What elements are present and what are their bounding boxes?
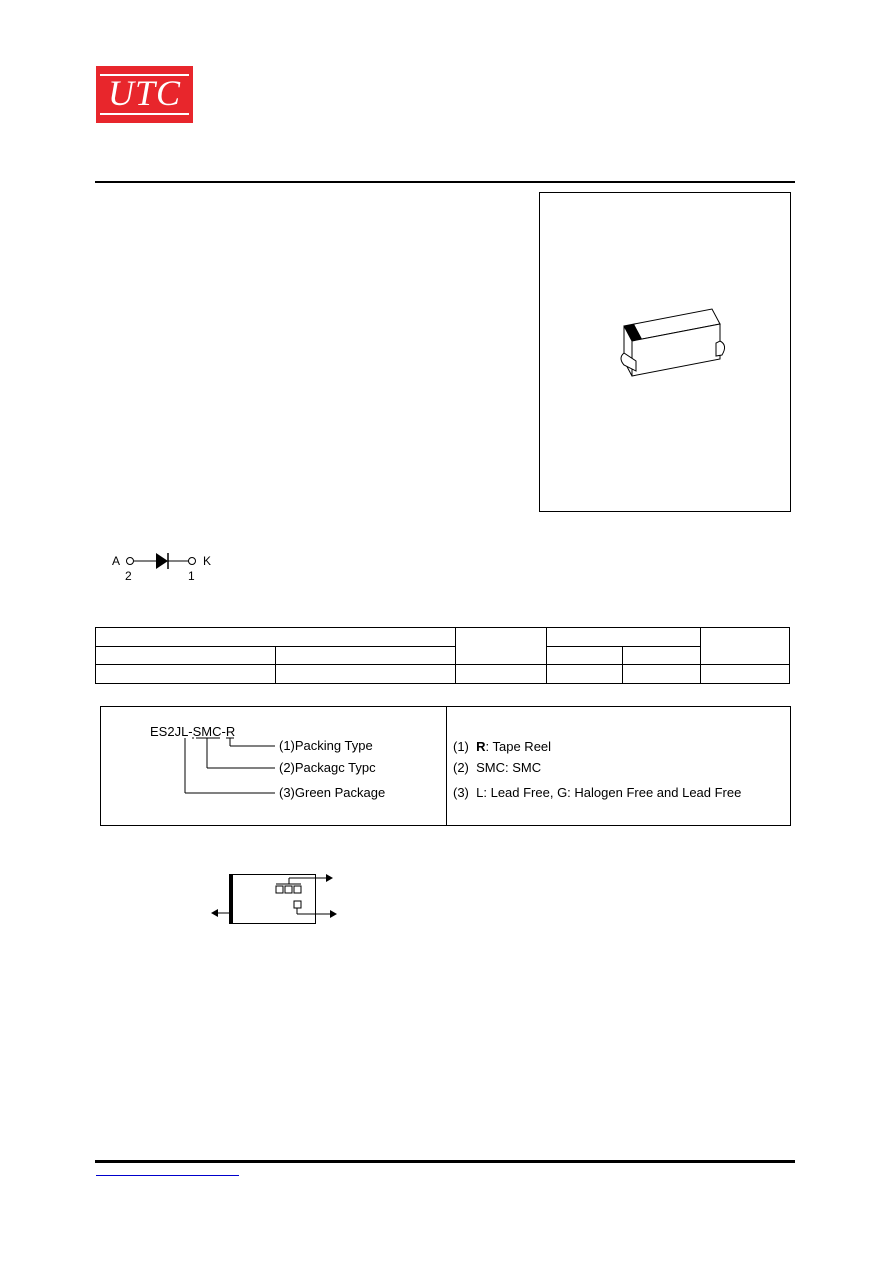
table-cell: [96, 647, 276, 665]
right-item-3: (3) L: Lead Free, G: Halogen Free and Lead Free: [453, 785, 742, 800]
table-cell: [275, 665, 456, 684]
right-item-2: (2) SMC: SMC: [453, 760, 542, 775]
diode-icon: [108, 548, 218, 572]
anode-pin: 2: [125, 569, 132, 583]
table-cell: [456, 665, 546, 684]
left-item-1: (1)Packing Type: [279, 738, 373, 753]
table-cell: [546, 665, 622, 684]
ordering-table: [95, 627, 790, 684]
table-cell: [96, 628, 456, 647]
smc-package-icon: [540, 193, 790, 511]
table-cell: [546, 628, 700, 647]
table-cell: [275, 647, 456, 665]
cathode-pin: 1: [188, 569, 195, 583]
cathode-label: K: [203, 554, 212, 568]
table-cell: [700, 665, 789, 684]
footer-rule: [95, 1160, 795, 1163]
part-number: ES2JL-SMC-R: [150, 724, 236, 739]
utc-logo: [96, 66, 193, 123]
table-cell: [623, 647, 700, 665]
left-item-2: (2)Packagc Typc: [279, 760, 376, 775]
right-item-1: (1) R: Tape Reel: [453, 739, 552, 754]
package-image-box: [539, 192, 791, 512]
header-rule: [95, 181, 795, 183]
table-cell: [546, 647, 622, 665]
left-item-3: (3)Green Package: [279, 785, 386, 800]
table-cell: [623, 665, 700, 684]
footer-link-underline[interactable]: [96, 1175, 239, 1176]
marking-diagram-icon: [205, 868, 345, 928]
anode-label: A: [112, 554, 121, 568]
logo-text: UTC: [100, 74, 189, 115]
diode-symbol: [108, 548, 218, 588]
table-cell: [96, 665, 276, 684]
table-cell: [456, 628, 546, 665]
ordering-code-divider: [446, 706, 447, 826]
table-cell: [700, 628, 789, 665]
